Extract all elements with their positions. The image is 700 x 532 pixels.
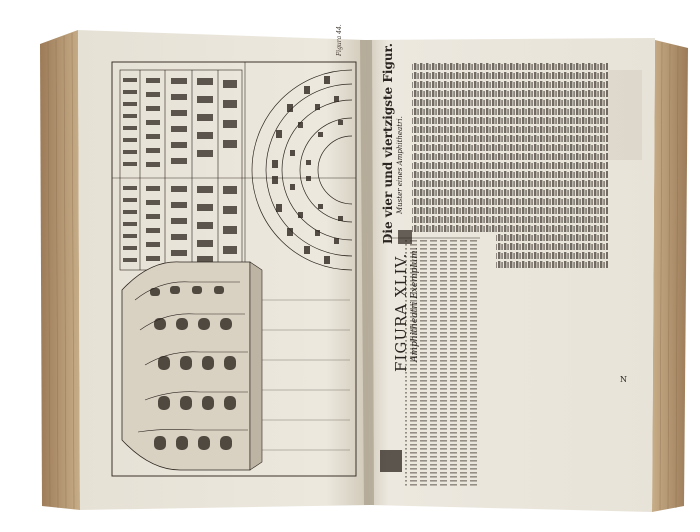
german-subtitle: Muster eines Amphitheatri. — [396, 116, 404, 214]
figure-label: FIGURA XLIV. — [392, 252, 410, 372]
german-title: Die vier und viertzigste Figur. — [381, 43, 395, 244]
figure-subtitle: Amphitheatri Exemplum. — [410, 247, 420, 362]
plate-corner-label: Figura 44. — [336, 24, 343, 56]
page-signature: N — [620, 375, 627, 384]
german-text-block — [412, 62, 608, 232]
